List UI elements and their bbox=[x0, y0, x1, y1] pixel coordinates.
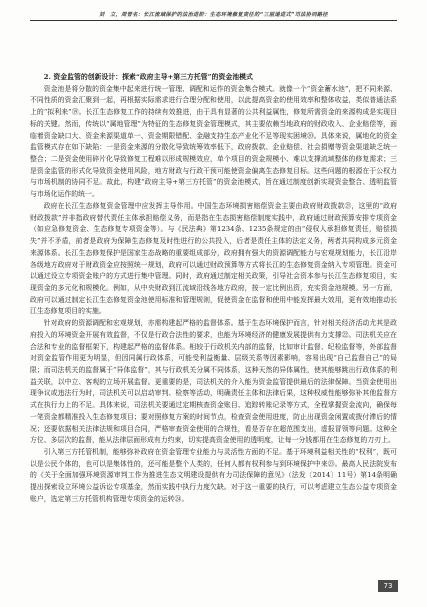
article-body bbox=[30, 72, 397, 506]
page-number: 73 bbox=[378, 580, 398, 592]
paragraph-2: 政府在长江生态修复资金管理中应发挥主导作用。中国生态环境损害赔偿资金主要由政府财政拨款㉑，这里的“政府财政拨款”并非指政府替代责任主体承担赔偿义务，而是指在生态损害赔偿制度实践中，政府通过财政预算安排专项资金（如应急修复资金、生态修复专项资金等）。与《民法典》第1234条、1235条规定的由“侵权人承担修复责任，赔偿损失”并不矛盾，前者是政府为保障生态修复及时性进行的公共投入，后者是责任主体的法定义务，两者共同构成多元资金来源体系。长江生态修复保护是国家生态战略的重要组成部分，政府拥有强大的资源调配能力与宏观规划能力，长江沿岸各级地方政府对于财政资金应按照统一规划，政府可以通过财政预算等方式将长江的生态修复资金纳入专项管理。资金可以通过设立专项资金账户的方式进行集中管理。同时，政府通过制定相关政策，引导社会资本参与长江生态修复项目，实现资金的多元化和规模化。例如，从中央财政到江流域沿线各地方政府，按一定比例出资，充实资金池规模。另一方面，政府可以通过制定长江生态修复资金池使用标准和管理规则，促使资金在监督和使用中能发挥最大效用，更有效地推动长江生态修复项目的实施。 bbox=[30, 201, 397, 316]
header-rule bbox=[30, 20, 397, 21]
paragraph-1: 资金池是将分散的资金集中起来进行统一管理、调配和运作的资金集合模式。就像一个“资金蓄水池”，把不同来源、不同性质的资金汇聚到一起，再根据实际需求进行合理分配和使用，以此提高资金的使用效率和整体收益，类似普通法系上的“拟利来”⑲。长江生态修复工作的持续有效推进，由于具有显著的公共利益属性，修复所需资金的来源构成是实现目标的关键。然而，传统以“属地管理”为特征的生态修复资金管理模式，其主要依赖当地政府的财政收入、企业赔偿等，面临着资金缺口大、资金来源渠道单一、资金期限错配、金融支持生态产业化不足等现实困境⑳。具体来说，属地化的资金监管模式存在如下缺陷：一是资金来源的分散化导致统筹效率低下，政府拨款、企业赔偿、社会捐赠等资金渠道缺乏统一整合；二是资金使用碎片化导致修复工程难以形成规模效应，单个项目的资金规模小、难以支撑流域整体的修复需求；三是资金监管的形式化导致资金使用风险，地方财政与行政干预可能使资金偏离生态修复目标。这些问题的根源在于公权力与市场机制的协同不足。故此，构建“政府主导+第三方托管”的资金池模式，旨在通过制度创新实现资金整合、透明监管与市场化运作的统一。 bbox=[30, 84, 397, 199]
running-head: 刘 立，周晋名：长江流域保护的法治进阶：生态环境修复责任的“三屋递进式”司法协同路径 bbox=[99, 12, 328, 18]
paragraph-3: 针对政府的资源调配和宏观规划，亦需构建起严格的监督体系。基于生态环境保护而言，针对相关经济活动尤其是政府投入的环境资金开展有效监督，不仅是行政合法性的要求，也能为环境经济的健康发展提供有力支撑㉒。司法机关应在合法和专业的监督框架下，构建起严格的监督体系。相较于行政机关内部的监督，比如审计监督、纪检监督等，外部监督对资金监管作用更为明显，但因同属行政体系，可能受利益衡量、层级关系等因素影响，容易出现“自己监督自己”的局限；而司法机关的监督属于“异体监督”，其与行政机关分属不同体系，这种天然的异体属性，使其能够跳出行政体系的利益关联，以中立、客观的立场开展监督。更重要的是，司法机关的介入能为资金监管提供最后的法律保障。当资金使用出现争议或违法行为时，司法机关可以启动审判、检察等活动，明确责任主体和法律后果，这种权威性能够弥补其他监督方式在执行力上的不足。具体来说，司法机关要通过定期核查资金账目、追踪转账记录等方式，全程掌握资金流向，确保每一笔资金都精准投入生态修复项目；要对照修复方案的时间节点，检查资金使用进度，防止出现资金闲置或拨付滞后的情况；还要依据相关法律法规和项目合同，严格审查资金使用的合规性，看是否存在超范围支出，虚报冒领等问题。这种全方位、多层次的监督，能从法律层面形成有力约束，切实提高资金使用的透明度，让每一分钱都用在生态修复的刀刃上。 bbox=[30, 319, 397, 445]
section-heading: 2. 资金监管的创新设计：探索“政府主导+第三方托管”的资金池模式 bbox=[43, 73, 253, 81]
paragraph-4: 引入第三方托管机制，能够弥补政府在资金管理专业能力与灵活性方面的不足。基于环境利益相关性的“权利”，既可以是公民个体的，也可以是集体性的，还可能是整个人类的，任何人都有权利参与到环境保护中来㉓。最高人民法院发布的《关于全面加强环境资源审判工作为推进生态文明建设提供有力司法保障的意见》（法发〔2014〕11号）第14条明确提出探索设立环境公益诉讼专项基金，然而实践中执行力度欠缺。对于这一重要的执行，可以考虑建立生态公益专项资金账户，选定第三方托管机构管理专项资金的运转㉔。 bbox=[30, 448, 397, 503]
